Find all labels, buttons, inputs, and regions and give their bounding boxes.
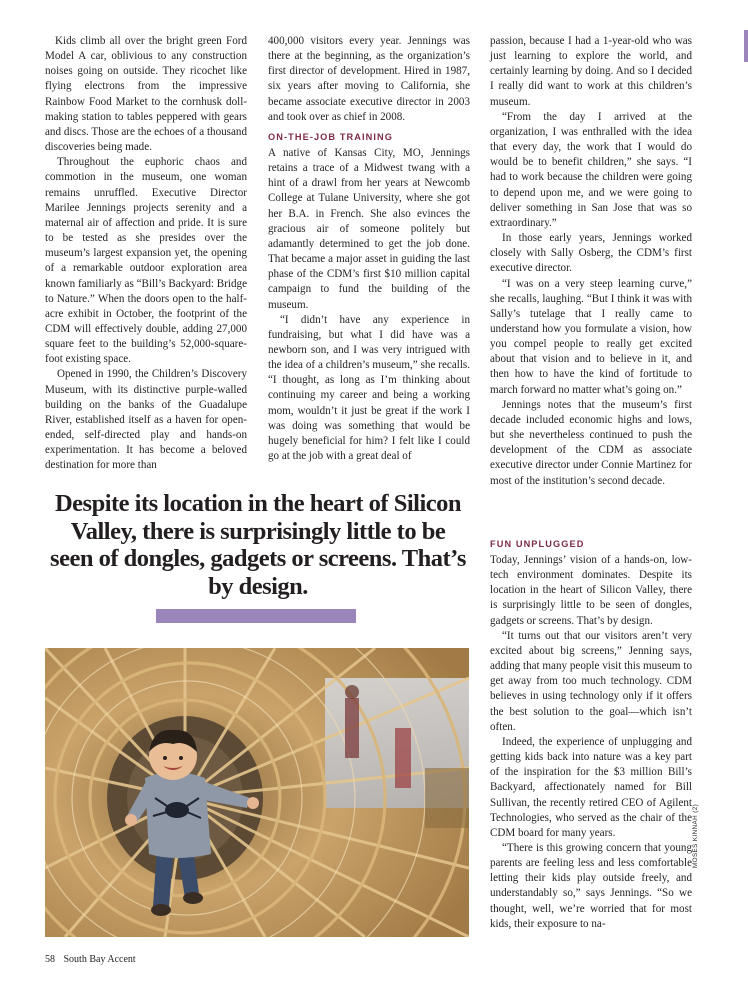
rope-tunnel-photo <box>45 648 469 937</box>
section-subhead: ON-THE-JOB TRAINING <box>268 131 394 142</box>
photo-credit: MOSES KINNAH (2) <box>692 803 699 868</box>
paragraph: Opened in 1990, the Children’s Discovery Museum, with its distinctive purple-walled building on the banks of the Guadalupe River, established itself as a haven for open-ended, self-directed play and hands-on experimentation. It has become a beloved destination for more than <box>45 368 247 472</box>
page-edge-accent <box>744 30 748 62</box>
article-column-1 <box>45 34 247 474</box>
section-subhead: FUN UNPLUGGED <box>490 539 585 549</box>
page-footer <box>45 954 136 965</box>
paragraph: “It turns out that our visitors aren’t very excited about big screens,” Jenning says, adding that many people visit this museum to get away from too much technology. CDM believes in using technology only if it offers the best solution to the goal—which isn’t often. <box>490 629 692 733</box>
paragraph: “I was on a very steep learning curve,” she recalls, laughing. “But I think it was with Sally’s tutelage that I really came to understand how you formulate a vision, how you compel people to really get excited about that vision and to believe in it, and then how to have the kind of fortitude to march forward no matter what’s going on.” <box>490 277 692 396</box>
paragraph: Kids climb all over the bright green Ford Model A car, oblivious to any construction noises going on outside. They ricochet like flying electrons from the impressive Rainbow Food Market to the cornhusk doll-making station to tables peppered with gears and discs. Those are the echoes of a thousand discoveries being made. <box>45 35 247 154</box>
pull-quote-accent-bar <box>156 609 356 623</box>
paragraph: Today, Jennings’ vision of a hands-on, low-tech environment dominates. Despite its location in the heart of Silicon Valley, there is surprisingly little to be seen of dongles, gadgets or screens. That’s by design. <box>490 554 692 627</box>
paragraph: passion, because I had a 1-year-old who was just learning to explore the world, and certainly learning by doing. And so I decided I really did want to work at this children’s museum. <box>490 35 692 108</box>
paragraph: Jennings notes that the museum’s first decade included economic highs and lows, but she nevertheless continued to push the development of the CDM as associate executive director under Connie Martinez for most of the institution’s second decade. <box>490 398 692 487</box>
paragraph: “From the day I arrived at the organization, I was enthralled with the idea that every day, the work that I would do would be to benefit children,” she says. “I had to work because the children were going to depend upon me, and we were going to deliver something in San Jose that was so extraordinary.” <box>490 110 692 229</box>
paragraph: “There is this growing concern that young parents are feeling less and less comfortable letting their kids play outside freely, and understandably so,” says Jennings. “So we thought, well, we’re worried that for most kids, their exposure to na- <box>490 841 692 930</box>
page-number: 58 <box>45 954 55 965</box>
paragraph: 400,000 visitors every year. Jennings was there at the beginning, as the organization’s first director of development. Hired in 1987, six years after moving to California, she became associate executive director in 2003 and took over as chief in 2008. <box>268 35 470 123</box>
article-column-2 <box>268 34 470 464</box>
paragraph: In those early years, Jennings worked closely with Sally Osberg, the CDM’s first executive director. <box>490 232 692 275</box>
paragraph: “I didn’t have any experience in fundraising, but what I did have was a newborn son, and I was very intrigued with the idea of a children’s museum,” she recalls. “I thought, as long as I’m thinking about continuing my career and being a working mom, wouldn’t it just be great if the work I was doing was something that would be hugely beneficial for him? I felt like I could go at the job with a great deal of <box>268 313 470 463</box>
pull-quote: Despite its location in the heart of Silicon Valley, there is surprisingly little to be seen of dongles, gadgets or screens. That’s by design. <box>50 490 466 600</box>
article-column-3 <box>490 34 692 489</box>
paragraph: Throughout the euphoric chaos and commotion in the museum, one woman remains unruffled. Executive Director Marilee Jennings projects serenity and a maternal air of affection and pride. It is sure to be tested as she presides over the museum’s largest expansion yet, the opening of a remarkable outdoor exploration area known familiarly as “Bill’s Backyard: Bridge to Nature.” When the doors open to the half-acre exhibit in October, the footprint of the CDM will effectively double, adding 27,000 square feet to the building’s 52,000-square-foot existing space. <box>45 156 247 366</box>
paragraph: Indeed, the experience of unplugging and getting kids back into nature was a key part of the inspiration for the $3 million Bill’s Backyard, affectionately named for Bill Sullivan, the recently retired CEO of Agilent Technologies, who served as the chair of the CDM board for many years. <box>490 735 692 839</box>
publication-name: South Bay Accent <box>63 954 136 965</box>
paragraph: A native of Kansas City, MO, Jennings retains a trace of a Midwest twang with a hint of a drawl from her years at Newcomb College at Tulane University, where she got her B.A. in French. She also evinces the gracious air of someone politely but adamantly determined to get the job done. That became a major asset in guiding the last phase of the CDM’s first $10 million capital campaign to fund the building of the museum. <box>268 146 470 311</box>
article-column-3-lower <box>490 532 692 932</box>
